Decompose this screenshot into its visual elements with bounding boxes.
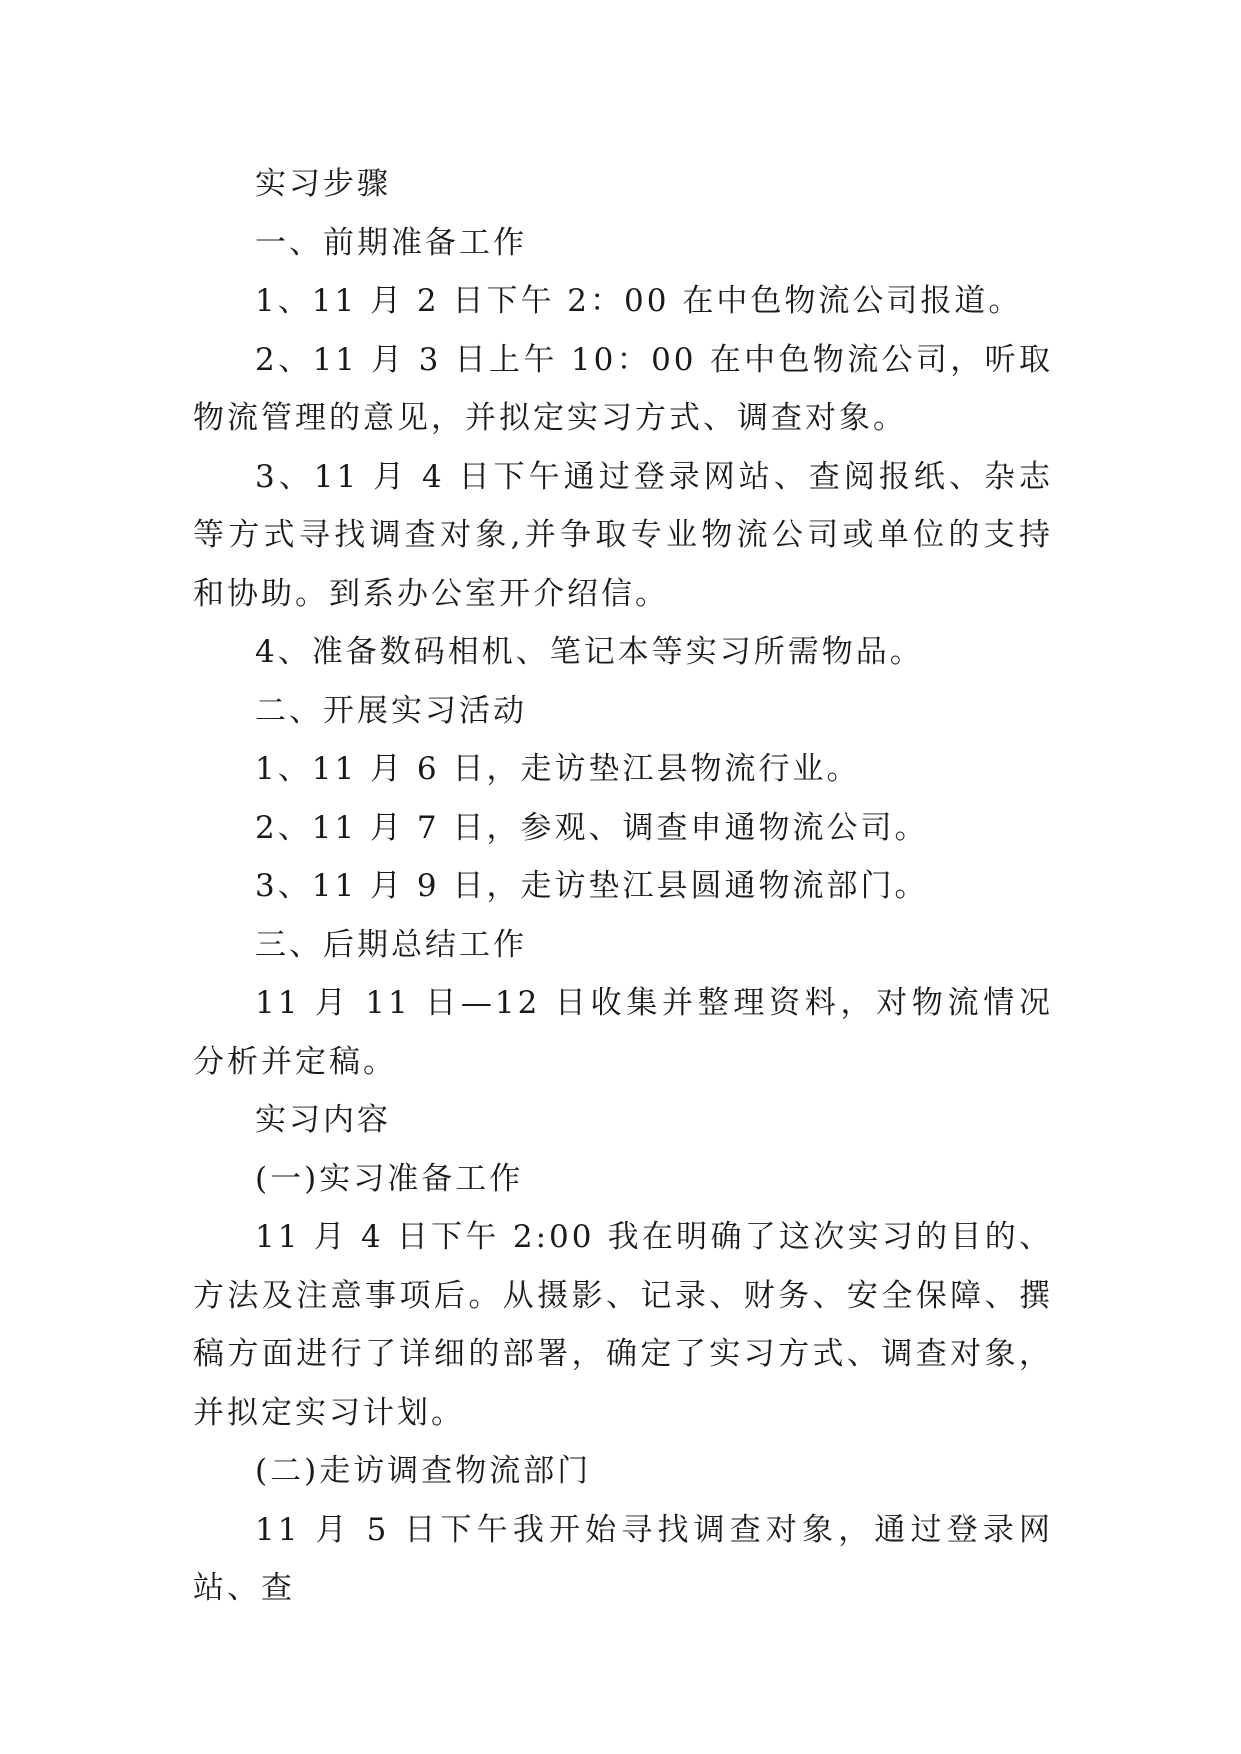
section-heading-summary: 三、后期总结工作 — [255, 926, 527, 963]
paragraph: 3、11 月 9 日，走访垫江县圆通物流部门。 — [255, 868, 929, 904]
heading-internship-steps: 实习步骤 — [255, 166, 391, 202]
paragraph: 3、11 月 4 日下午通过登录网站、查阅报纸、杂志等方式寻找调查对象,并争取专业物流公司或单位的支持和协助。到系办公室开介绍信。 — [193, 458, 1053, 612]
paragraph: 2、11 月 3 日上午 10：00 在中色物流公司，听取物流管理的意见，并拟定实习方式、调查对象。 — [193, 341, 1053, 436]
section-heading-activities: 二、开展实习活动 — [255, 692, 527, 729]
document-body — [193, 155, 1053, 1618]
heading-internship-content: 实习内容 — [255, 1102, 391, 1138]
subsection-heading-preparation: (一)实习准备工作 — [255, 1160, 524, 1197]
paragraph: 11 月 5 日下午我开始寻找调查对象，通过登录网站、查 — [193, 1511, 1053, 1606]
paragraph: 1、11 月 2 日下午 2：00 在中色物流公司报道。 — [255, 283, 1023, 319]
subsection-heading-visits: (二)走访调查物流部门 — [255, 1453, 592, 1489]
paragraph: 11 月 11 日—12 日收集并整理资料，对物流情况分析并定稿。 — [193, 985, 1053, 1080]
paragraph: 11 月 4 日下午 2:00 我在明确了这次实习的目的、方法及注意事项后。从摄影、记录、财务、安全保障、撰稿方面进行了详细的部署，确定了实习方式、调查对象，并拟定实习计划。 — [193, 1219, 1053, 1431]
paragraph: 1、11 月 6 日，走访垫江县物流行业。 — [255, 751, 861, 787]
paragraph: 2、11 月 7 日，参观、调查申通物流公司。 — [255, 809, 929, 846]
section-heading-preparation: 一、前期准备工作 — [255, 224, 527, 261]
paragraph: 4、准备数码相机、笔记本等实习所需物品。 — [255, 634, 924, 670]
